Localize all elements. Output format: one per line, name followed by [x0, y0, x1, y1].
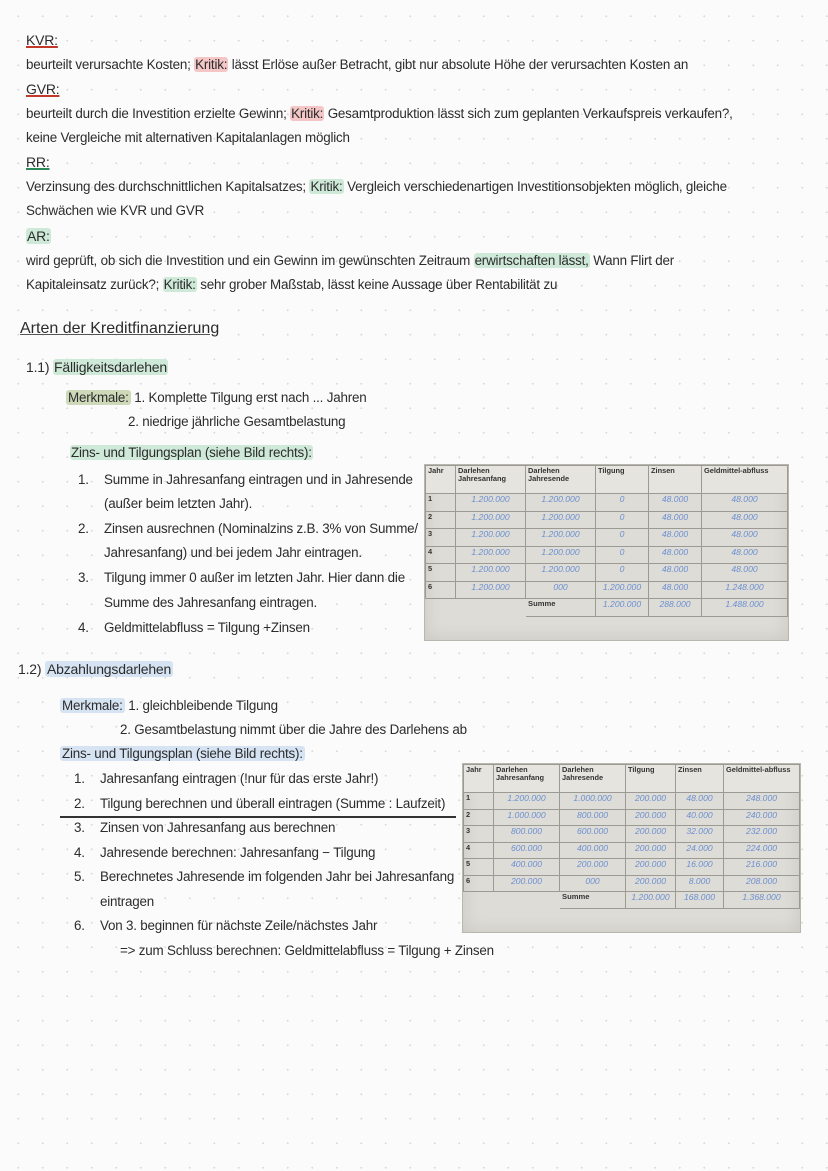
table-cell: 1.200.000 [526, 564, 596, 582]
ar-kritik-text: sehr grober Maßstab, lässt keine Aussage über Rentabilität zu [196, 277, 558, 292]
table-cell: 48.000 [649, 546, 702, 564]
part2-step-5-num: 5. [74, 869, 85, 884]
gvr-description-line1 [26, 106, 733, 121]
part2-heading [18, 661, 173, 677]
table-row [464, 842, 800, 859]
part1-title: Fälligkeitsdarlehen [54, 359, 167, 375]
table-cell: 000 [560, 875, 626, 892]
rr-kritik-label: Kritik: [310, 179, 343, 194]
part1-step-3-line2: Summe des Jahresanfang eintragen. [104, 595, 317, 610]
table-row [464, 826, 800, 843]
table-sum-cell: 168.000 [676, 892, 724, 909]
rr-text: Verzinsung des durchschnittlichen Kapitalsatzes; [26, 179, 310, 194]
part1-step-2-line2: Jahresanfang) und bei jedem Jahr eintragen. [104, 545, 362, 560]
table-cell: 0 [596, 529, 649, 547]
part2-step-2-num: 2. [74, 796, 85, 811]
table-cell: 000 [526, 581, 596, 599]
table-cell: 216.000 [724, 859, 800, 876]
table-cell: 1.200.000 [456, 564, 526, 582]
part2-merkmale-label: Merkmale: [62, 698, 123, 713]
table-header-row [426, 466, 788, 494]
part2-step-2-line1: Tilgung berechnen und überall eintragen (Summe : Laufzeit) [100, 796, 446, 811]
table-cell: 48.000 [702, 529, 788, 547]
part2-step-6-line1: Von 3. beginnen für nächste Zeile/nächstes Jahr [100, 918, 378, 933]
table-sum-cell: 1.488.000 [702, 599, 788, 617]
header-darlehen-jahresanfang: Darlehen Jahresanfang [456, 466, 526, 494]
table-cell: 200.000 [626, 875, 676, 892]
table-cell: 48.000 [702, 546, 788, 564]
table-cell: 240.000 [724, 809, 800, 826]
table-cell: 48.000 [702, 564, 788, 582]
table-cell: 5 [464, 859, 494, 876]
table-row [464, 809, 800, 826]
ar-text2: Kapitaleinsatz zurück?; [26, 277, 163, 292]
table-cell: 800.000 [560, 809, 626, 826]
part1-table [425, 465, 788, 617]
header-darlehen-jahresanfang: Darlehen Jahresanfang [494, 765, 560, 793]
part1-step-2-num: 2. [78, 521, 89, 536]
table-cell: 24.000 [676, 842, 724, 859]
part1-step-4-line1: Geldmittelabfluss = Tilgung +Zinsen [104, 620, 310, 635]
part1-merkmale [66, 390, 366, 405]
part2-plan-title [60, 746, 305, 761]
part1-plan-title [70, 445, 313, 460]
part2-table-photo [462, 763, 801, 933]
ar-text: wird geprüft, ob sich die Investition und ein Gewinn im gewünschten Zeitraum [26, 253, 474, 268]
table-cell: 32.000 [676, 826, 724, 843]
part1-plan-title-text: Zins- und Tilgungsplan (siehe Bild rechts): [71, 445, 312, 460]
part2-step-4-line1: Jahresende berechnen: Jahresanfang − Tilgung [100, 845, 376, 860]
table-cell: 200.000 [494, 875, 560, 892]
kvr-kritik-label: Kritik: [195, 57, 228, 72]
header-tilgung: Tilgung [596, 466, 649, 494]
divider-line [60, 816, 456, 818]
table-cell-empty [494, 892, 560, 909]
part2-title: Abzahlungsdarlehen [47, 661, 172, 677]
gvr-description-line2: keine Vergleiche mit alternativen Kapitalanlagen möglich [26, 130, 350, 145]
part2-step-1-num: 1. [74, 771, 85, 786]
table-cell: 0 [596, 511, 649, 529]
table-row [426, 494, 788, 512]
header-jahr: Jahr [464, 765, 494, 793]
table-row [464, 793, 800, 810]
table-cell: 4 [426, 546, 456, 564]
table-sum-label: Summe [560, 892, 626, 909]
table-cell: 1.200.000 [526, 511, 596, 529]
rr-heading: RR: [26, 154, 50, 170]
part2-step-6-num: 6. [74, 918, 85, 933]
table-cell: 2 [426, 511, 456, 529]
table-row [464, 859, 800, 876]
table-cell: 1.248.000 [702, 581, 788, 599]
part1-heading [26, 359, 168, 375]
table-cell: 0 [596, 546, 649, 564]
table-cell: 0 [596, 564, 649, 582]
table-sum-cell: 288.000 [649, 599, 702, 617]
header-jahr: Jahr [426, 466, 456, 494]
table-cell: 48.000 [702, 494, 788, 512]
rr-description-line2: Schwächen wie KVR und GVR [26, 203, 205, 218]
table-cell: 1.200.000 [456, 511, 526, 529]
table-cell: 200.000 [626, 809, 676, 826]
table-cell: 1.200.000 [456, 529, 526, 547]
table-cell: 48.000 [649, 494, 702, 512]
table-sum-cell: 1.368.000 [724, 892, 800, 909]
table-cell: 1 [426, 494, 456, 512]
table-cell: 5 [426, 564, 456, 582]
table-sum-row [464, 892, 800, 909]
table-row [426, 511, 788, 529]
table-cell: 1.200.000 [526, 529, 596, 547]
part1-step-2-line1: Zinsen ausrechnen (Nominalzins z.B. 3% von Summe/ [104, 521, 418, 536]
header-darlehen-jahresende: Darlehen Jahresende [526, 466, 596, 494]
gvr-heading: GVR: [26, 81, 60, 97]
table-cell: 0 [596, 494, 649, 512]
part1-step-3-num: 3. [78, 570, 89, 585]
table-cell-empty [464, 892, 494, 909]
table-header-row [464, 765, 800, 793]
header-darlehen-jahresende: Darlehen Jahresende [560, 765, 626, 793]
ar-heading-label: AR: [27, 228, 50, 244]
table-cell: 208.000 [724, 875, 800, 892]
part2-step-3-line1: Zinsen von Jahresanfang aus berechnen [100, 820, 336, 835]
table-sum-row [426, 599, 788, 617]
header-zinsen: Zinsen [676, 765, 724, 793]
kvr-description [26, 57, 688, 72]
table-cell: 8.000 [676, 875, 724, 892]
table-row [426, 546, 788, 564]
part2-step-4-num: 4. [74, 845, 85, 860]
kvr-kritik-text: lässt Erlöse außer Betracht, gibt nur absolute Höhe der verursachten Kosten an [228, 57, 689, 72]
table-cell: 200.000 [626, 842, 676, 859]
part2-merkmal-2: 2. Gesamtbelastung nimmt über die Jahre des Darlehens ab [120, 722, 467, 737]
part2-table [463, 764, 800, 909]
part2-step-5-line2: eintragen [100, 894, 155, 909]
table-cell: 248.000 [724, 793, 800, 810]
table-cell: 400.000 [494, 859, 560, 876]
table-cell: 4 [464, 842, 494, 859]
table-cell: 3 [426, 529, 456, 547]
table-cell: 1.200.000 [456, 494, 526, 512]
table-cell: 3 [464, 826, 494, 843]
table-cell: 6 [426, 581, 456, 599]
table-row [426, 581, 788, 599]
table-cell: 48.000 [649, 529, 702, 547]
part2-step-3-num: 3. [74, 820, 85, 835]
table-cell: 800.000 [494, 826, 560, 843]
table-sum-cell: 1.200.000 [626, 892, 676, 909]
table-cell: 600.000 [560, 826, 626, 843]
rr-description-line1 [26, 179, 727, 194]
part1-table-photo [424, 464, 789, 641]
table-cell: 232.000 [724, 826, 800, 843]
part1-number: 1.1) [26, 359, 50, 375]
part1-merkmal-2: 2. niedrige jährliche Gesamtbelastung [128, 414, 346, 429]
table-cell: 16.000 [676, 859, 724, 876]
table-cell: 200.000 [626, 793, 676, 810]
table-cell: 2 [464, 809, 494, 826]
table-cell: 1.200.000 [526, 546, 596, 564]
header-zinsen: Zinsen [649, 466, 702, 494]
gvr-kritik-label: Kritik: [291, 106, 324, 121]
table-cell: 1.200.000 [526, 494, 596, 512]
table-cell: 1.200.000 [456, 546, 526, 564]
part1-step-4-num: 4. [78, 620, 89, 635]
section-title: Arten der Kreditfinanzierung [20, 320, 220, 337]
table-cell: 48.000 [649, 564, 702, 582]
part2-plan-title-text: Zins- und Tilgungsplan (siehe Bild rechts): [62, 746, 303, 761]
part1-step-1-num: 1. [78, 472, 89, 487]
table-cell: 200.000 [626, 859, 676, 876]
table-cell: 1.200.000 [456, 581, 526, 599]
part2-final-formula: => zum Schluss berechnen: Geldmittelabfluss = Tilgung + Zinsen [120, 943, 494, 958]
kvr-heading: KVR: [26, 32, 58, 48]
table-row [464, 875, 800, 892]
table-cell: 48.000 [702, 511, 788, 529]
rr-kritik-text: Vergleich verschiedenartigen Investitionsobjekten möglich, gleiche [343, 179, 727, 194]
table-cell: 224.000 [724, 842, 800, 859]
table-row [426, 529, 788, 547]
table-cell: 1.000.000 [494, 809, 560, 826]
table-cell: 40.000 [676, 809, 724, 826]
table-cell: 1.200.000 [596, 581, 649, 599]
kvr-text: beurteilt verursachte Kosten; [26, 57, 195, 72]
table-cell: 48.000 [676, 793, 724, 810]
ar-kritik-label: Kritik: [163, 277, 196, 292]
ar-heading [26, 228, 51, 244]
table-cell: 1.000.000 [560, 793, 626, 810]
header-tilgung: Tilgung [626, 765, 676, 793]
ar-description-line1 [26, 253, 674, 268]
table-cell-empty [426, 599, 456, 617]
part2-merkmale [60, 698, 278, 713]
table-cell-empty [456, 599, 526, 617]
ar-description-line2 [26, 277, 557, 292]
ar-highlight: erwirtschaften lässt, [474, 253, 589, 268]
table-cell: 1.200.000 [494, 793, 560, 810]
gvr-text: beurteilt durch die Investition erzielte Gewinn; [26, 106, 291, 121]
table-sum-cell: 1.200.000 [596, 599, 649, 617]
part1-step-3-line1: Tilgung immer 0 außer im letzten Jahr. Hier dann die [104, 570, 405, 585]
table-cell: 1 [464, 793, 494, 810]
gvr-kritik-text: Gesamtproduktion lässt sich zum geplanten Verkaufspreis verkaufen?, [324, 106, 733, 121]
part1-merkmale-label: Merkmale: [68, 390, 129, 405]
table-cell: 600.000 [494, 842, 560, 859]
table-cell: 400.000 [560, 842, 626, 859]
part2-number: 1.2) [18, 661, 42, 677]
table-cell: 48.000 [649, 581, 702, 599]
ar-text-rest: Wann Flirt der [589, 253, 675, 268]
part2-merkmal-1: 1. gleichbleibende Tilgung [128, 698, 278, 713]
header-geldmittelabfluss: Geldmittel-abfluss [702, 466, 788, 494]
table-cell: 6 [464, 875, 494, 892]
part1-step-1-line2: (außer beim letzten Jahr). [104, 496, 253, 511]
part2-step-1-line1: Jahresanfang eintragen (!nur für das erste Jahr!) [100, 771, 379, 786]
header-geldmittelabfluss: Geldmittel-abfluss [724, 765, 800, 793]
part1-merkmal-1: 1. Komplette Tilgung erst nach ... Jahren [134, 390, 367, 405]
part2-step-5-line1: Berechnetes Jahresende im folgenden Jahr bei Jahresanfang [100, 869, 455, 884]
table-cell: 200.000 [560, 859, 626, 876]
part1-step-1-line1: Summe in Jahresanfang eintragen und in Jahresende [104, 472, 413, 487]
table-sum-label: Summe [526, 599, 596, 617]
table-cell: 48.000 [649, 511, 702, 529]
table-cell: 200.000 [626, 826, 676, 843]
table-row [426, 564, 788, 582]
